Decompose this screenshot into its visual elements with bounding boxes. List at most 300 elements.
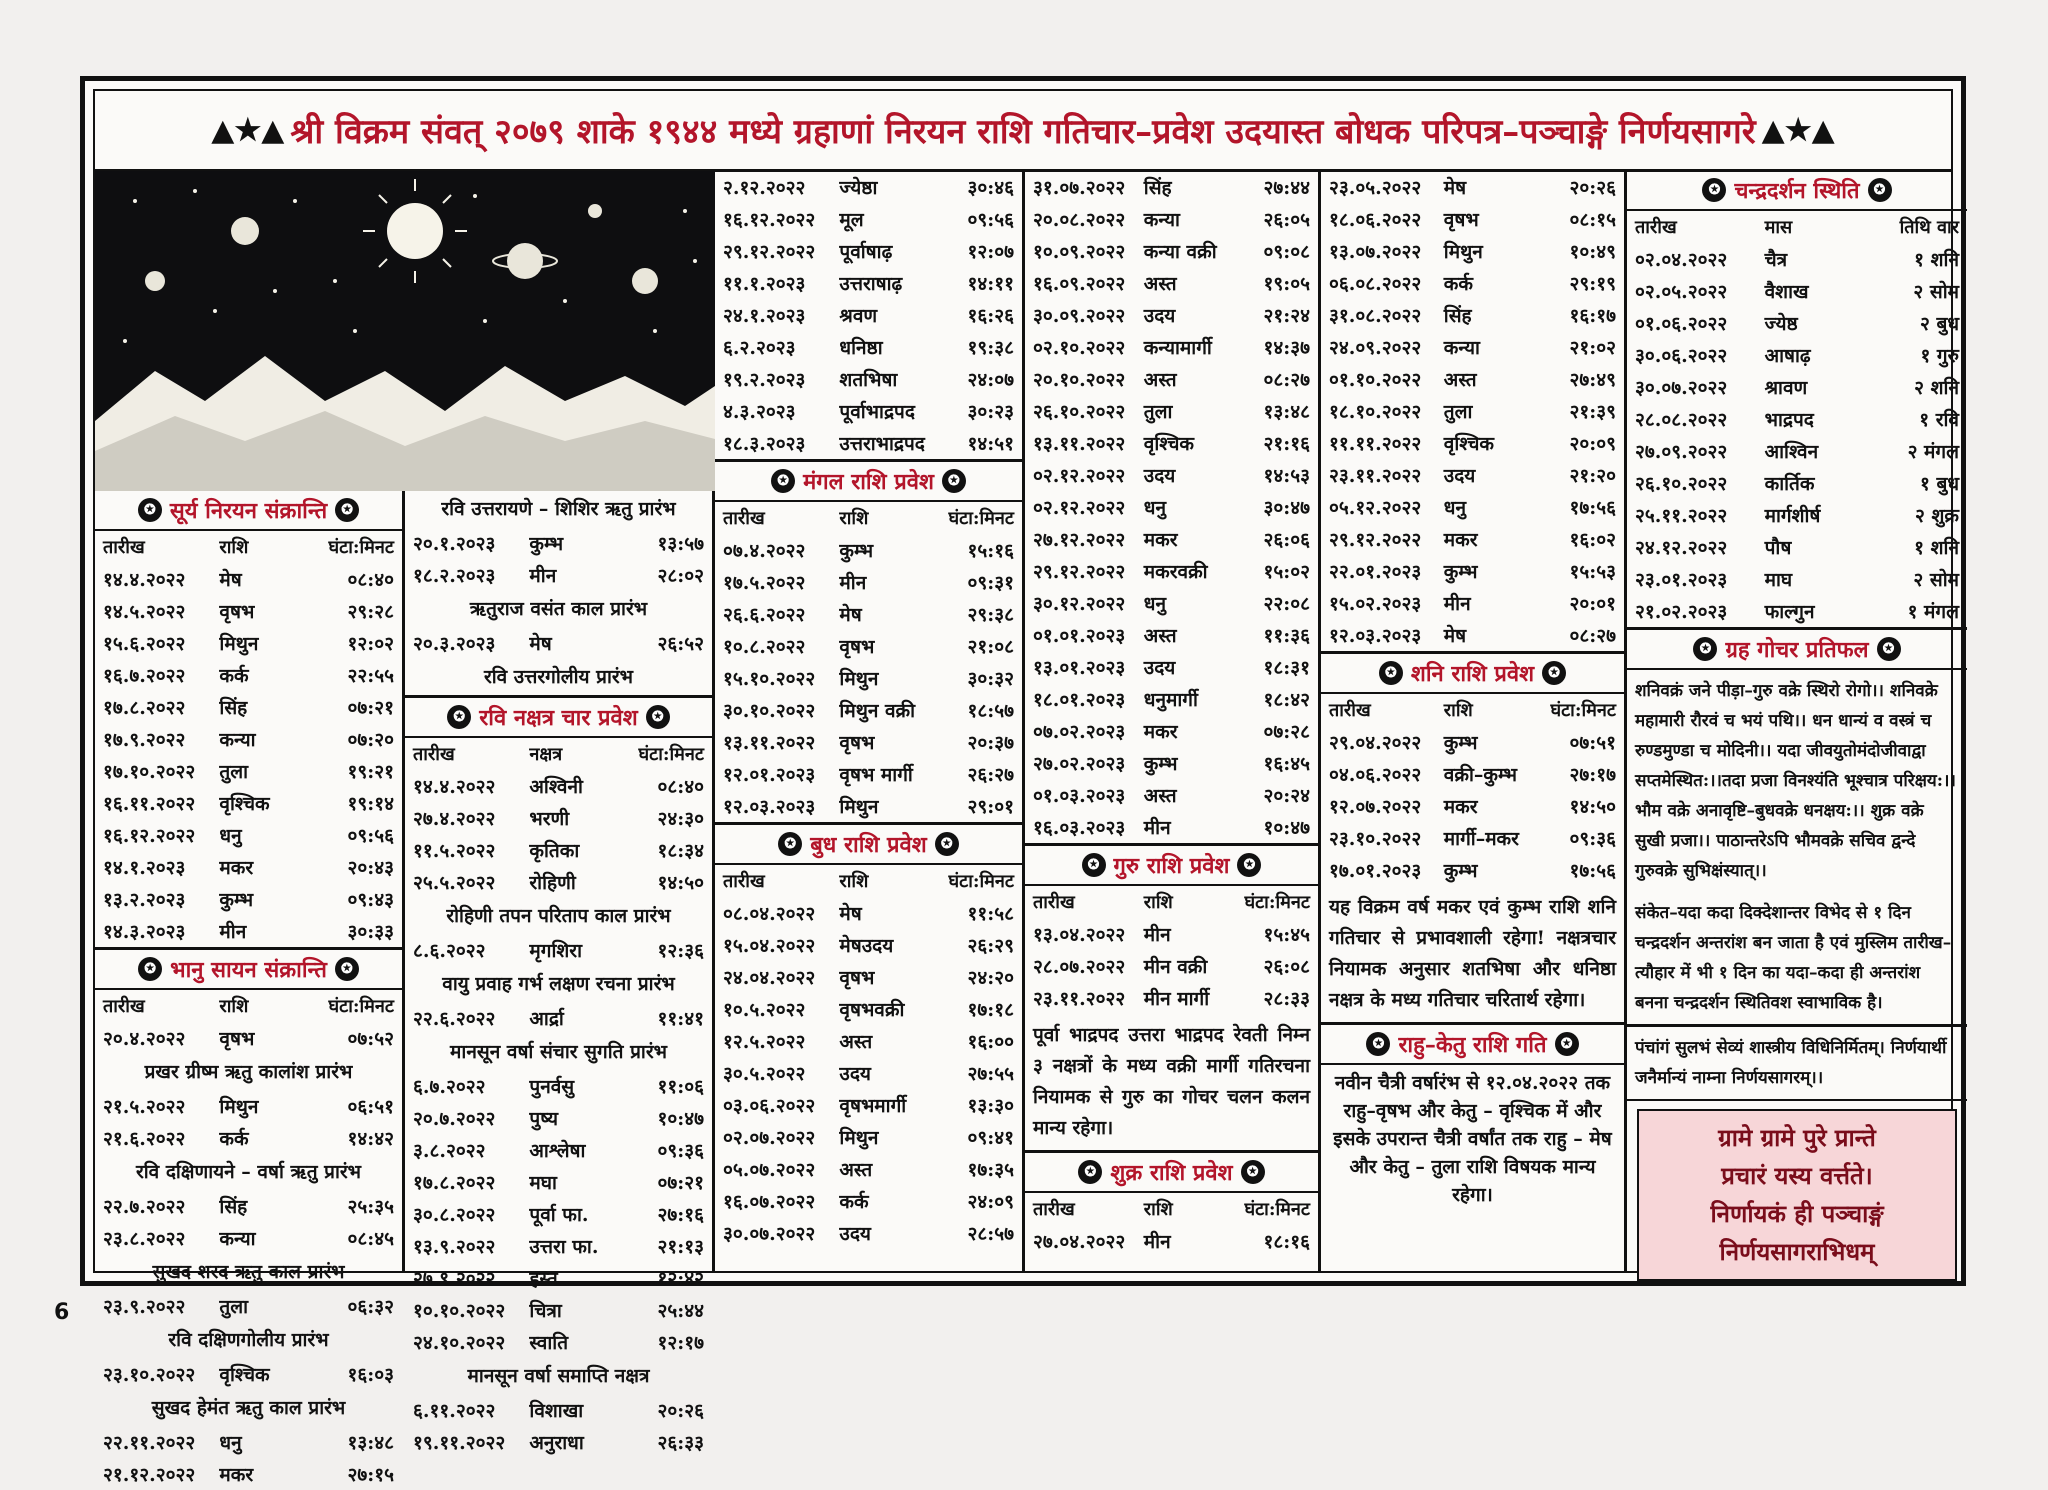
- graha-note: संकेत–यदा कदा दिक्देशान्तर विभेद से १ दिन चन्द्रदर्शन अन्तरांश बन जाता है एवं मुस्लिम तारीख–त्यौहार में भी १ दिन का यदा–कदा ही अन्तरांश बनना चन्द्रदर्शन स्थितिवश स्वाभाविक है।: [1635, 903, 1952, 1013]
- row-value: कन्या वक्री: [1143, 241, 1217, 263]
- row-time: २५:३५: [347, 1196, 394, 1218]
- row-value: उत्तराभाद्रपद: [839, 433, 925, 455]
- graha-header: [1627, 630, 1967, 670]
- table-row: [1627, 307, 1967, 339]
- col-date: तारीख: [1329, 700, 1371, 721]
- row-value: मीन: [839, 572, 867, 594]
- title-right-marks: ▲★▲: [1761, 112, 1835, 148]
- table-row: [1025, 363, 1318, 395]
- table-row: [405, 834, 712, 866]
- row-value: कुम्भ: [1443, 561, 1478, 583]
- row-value: वृषभ: [1443, 209, 1479, 231]
- row-date: १८.०६.२०२२: [1329, 209, 1422, 231]
- row-date: २४.०४.२०२२: [723, 967, 816, 989]
- rahu-header: [1321, 1025, 1624, 1065]
- row-value: सिंह: [1143, 177, 1172, 199]
- table-row: [1321, 822, 1624, 854]
- row-date: १४.४.२०२२: [413, 776, 496, 798]
- row-date: २.१२.२०२२: [723, 177, 806, 199]
- table-row: [1321, 331, 1624, 363]
- row-value: उदय: [839, 1223, 871, 1245]
- row-value: मार्गशीर्ष: [1764, 505, 1821, 527]
- row-value: उदय: [1143, 305, 1176, 327]
- table-row: [715, 171, 1022, 203]
- table-row: [1627, 531, 1967, 563]
- pink-line-1: ग्रामे ग्रामे पुरे प्रान्ते: [1718, 1123, 1876, 1152]
- row-time: ०७:२१: [657, 1172, 704, 1194]
- rahu-note: नवीन चैत्री वर्षारंभ से १२.०४.२०२२ तक राहु–वृषभ और केतु – वृश्चिक में और इसके उपरान्त चैत्री वर्षांत तक राहु – मेष और केतु – तुला राशि विषयक मान्य रहेगा।: [1333, 1072, 1612, 1206]
- row-value: कर्क: [219, 1128, 249, 1150]
- table-row: [1025, 331, 1318, 363]
- row-value: मकर: [219, 857, 254, 879]
- row-date: ०१.०३.२०२३: [1033, 785, 1126, 807]
- table-row: [405, 1426, 712, 1458]
- col-date: तारीख: [723, 871, 765, 892]
- row-value: तुला: [219, 1296, 249, 1318]
- table-row: [1321, 619, 1624, 651]
- star-icon: ✪: [1078, 1160, 1102, 1184]
- star-icon: ✪: [1082, 853, 1106, 877]
- row-value: मीन: [1143, 1231, 1171, 1253]
- row-note: रवि उत्तरायणे – शिशिर ऋतु प्रारंभ: [441, 498, 676, 520]
- row-date: ०६.०८.२०२२: [1329, 273, 1422, 295]
- row-time: २८:०२: [657, 565, 704, 587]
- table-row: [715, 790, 1022, 822]
- table-row: [405, 1070, 712, 1102]
- row-time: १ शनि: [1914, 249, 1959, 271]
- row-note: ऋतुराज वसंत काल प्रारंभ: [469, 598, 648, 620]
- row-value: भाद्रपद: [1764, 409, 1814, 431]
- table-row: [1025, 1225, 1318, 1257]
- row-value: कन्या: [219, 729, 256, 751]
- budh-table-header: [715, 865, 1022, 897]
- star-icon: ✪: [1702, 178, 1726, 202]
- row-date: २१.१२.२०२२: [103, 1464, 196, 1486]
- table-row: [95, 659, 402, 691]
- row-value: वैशाख: [1764, 281, 1809, 303]
- table-row: [715, 897, 1022, 929]
- row-date: २७.०४.२०२२: [1033, 1231, 1126, 1253]
- row-time: ११:०६: [657, 1076, 704, 1098]
- row-time: १९:३८: [967, 337, 1014, 359]
- row-date: १६.१२.२०२२: [103, 825, 196, 847]
- table-row: [95, 851, 402, 883]
- table-row: [1025, 299, 1318, 331]
- row-date: १३.११.२०२२: [723, 732, 816, 754]
- row-time: ३०:३२: [967, 668, 1014, 690]
- table-row: [1627, 435, 1967, 467]
- col-rashi: राशि: [1443, 700, 1473, 721]
- table-row: [1025, 982, 1318, 1014]
- shukra-table-header: [1025, 1193, 1318, 1225]
- row-time: १२:१७: [657, 1332, 704, 1354]
- row-time: २२:५५: [347, 665, 394, 687]
- row-value: ज्येष्ठ: [1764, 313, 1798, 335]
- table-row: [95, 595, 402, 627]
- row-value: कुम्भ: [529, 533, 564, 555]
- row-time: ०९:४३: [347, 889, 394, 911]
- table-row: [715, 235, 1022, 267]
- bhanu-table-header: [95, 990, 402, 1022]
- shukra-continued: [1321, 171, 1624, 654]
- column-mangal-budh: [715, 171, 1025, 1271]
- row-date: १३.११.२०२२: [1033, 433, 1126, 455]
- row-value: वृषभ: [219, 1028, 255, 1050]
- row-date: १५.०४.२०२२: [723, 935, 816, 957]
- shani-header: [1321, 654, 1624, 694]
- row-value: कर्क: [839, 1191, 869, 1213]
- table-row: [715, 331, 1022, 363]
- row-date: १३.०१.२०२३: [1033, 657, 1126, 679]
- row-value: माघ: [1764, 569, 1793, 591]
- row-note: रवि दक्षिणगोलीय प्रारंभ: [168, 1329, 329, 1351]
- table-row: [1627, 595, 1967, 627]
- row-time: १३:४८: [1263, 401, 1310, 423]
- table-row: [95, 1426, 402, 1458]
- table-row: [1627, 243, 1967, 275]
- row-value: तुला: [1143, 401, 1173, 423]
- chandra-section: [1627, 171, 1967, 630]
- row-value: अस्त: [839, 1159, 873, 1181]
- row-time: १६:०३: [347, 1364, 394, 1386]
- row-time: ०९:५६: [347, 825, 394, 847]
- table-row: [1627, 563, 1967, 595]
- row-value: श्रवण: [839, 305, 878, 327]
- table-row: [1321, 555, 1624, 587]
- row-time: २६:३३: [657, 1432, 704, 1454]
- row-date: ११.५.२०२२: [413, 840, 496, 862]
- row-time: २०:२६: [1569, 177, 1616, 199]
- row-date: २६.६.२०२२: [723, 604, 806, 626]
- row-value: श्रावण: [1764, 377, 1808, 399]
- row-value: पूर्वाषाढ़: [839, 241, 893, 263]
- table-row: [405, 802, 712, 834]
- row-value: मिथुन: [1443, 241, 1483, 263]
- row-value: पूर्वा फा.: [529, 1204, 589, 1226]
- row-time: २६:२९: [967, 935, 1014, 957]
- star-icon: ✪: [335, 957, 359, 981]
- row-date: ०२.०५.२०२२: [1635, 281, 1728, 303]
- table-row: [715, 395, 1022, 427]
- row-date: २५.५.२०२२: [413, 872, 496, 894]
- row-time: २०:२४: [1263, 785, 1310, 807]
- table-row: [1321, 459, 1624, 491]
- row-date: २४.१२.२०२२: [1635, 537, 1728, 559]
- shukra-section: [1025, 1153, 1318, 1257]
- table-row: [405, 1326, 712, 1358]
- guru-header: [1025, 846, 1318, 886]
- table-row: [405, 1002, 712, 1034]
- row-date: १०.१०.२०२२: [413, 1300, 506, 1322]
- table-row: [715, 1089, 1022, 1121]
- row-time: २ शनि: [1914, 377, 1959, 399]
- row-time: २ सोम: [1913, 281, 1959, 303]
- table-row: [715, 726, 1022, 758]
- row-value: शतभिषा: [839, 369, 898, 391]
- row-value: अनुराधा: [529, 1432, 584, 1454]
- row-time: १८:३१: [1263, 657, 1310, 679]
- budh-rows: [715, 897, 1022, 1249]
- chandra-table-header: [1627, 211, 1967, 243]
- page-number: 6: [54, 1300, 70, 1325]
- col-date: तारीख: [1033, 892, 1075, 913]
- star-icon: ✪: [1379, 661, 1403, 685]
- col-nakshatra: नक्षत्र: [529, 744, 563, 765]
- row-time: १४:५१: [967, 433, 1014, 455]
- nakshatra-table-header: [405, 738, 712, 770]
- row-value: अस्त: [1143, 785, 1177, 807]
- row-time: १७:१८: [967, 999, 1014, 1021]
- row-time: ११:३६: [1263, 625, 1310, 647]
- col-time: घंटा:मिनट: [1550, 700, 1616, 721]
- col-rashi: राशि: [1143, 892, 1173, 913]
- row-time: १६:२६: [967, 305, 1014, 327]
- table-row: [715, 566, 1022, 598]
- row-value: विशाखा: [529, 1400, 584, 1422]
- rahu-section: [1321, 1025, 1624, 1213]
- mangal-rows: [715, 534, 1022, 822]
- row-value: आर्द्रा: [529, 1008, 564, 1030]
- row-date: ८.६.२०२२: [413, 940, 486, 962]
- star-icon: ✪: [778, 832, 802, 856]
- col-rashi: राशि: [839, 508, 869, 529]
- row-date: १७.९.२०२२: [103, 729, 186, 751]
- budh-continued: [1025, 171, 1318, 846]
- row-date: ३०.८.२०२२: [413, 1204, 496, 1226]
- surya-header: [95, 491, 402, 531]
- chandra-header: [1627, 171, 1967, 211]
- row-value: कुम्भ: [1143, 753, 1178, 775]
- row-time: २४:३०: [657, 808, 704, 830]
- row-time: ३०:२३: [967, 401, 1014, 423]
- col-rashi: राशि: [219, 996, 249, 1017]
- table-row: [1025, 203, 1318, 235]
- table-row: [1025, 555, 1318, 587]
- row-time: ०६:५१: [347, 1096, 394, 1118]
- title-left-marks: ▲★▲: [211, 112, 285, 148]
- row-time: ०८:२७: [1263, 369, 1310, 391]
- row-time: १२:०७: [967, 241, 1014, 263]
- row-time: २६:२७: [967, 764, 1014, 786]
- row-date: २७.९.२०२२: [413, 1268, 496, 1290]
- budh-header: [715, 825, 1022, 865]
- table-row: [1025, 587, 1318, 619]
- row-value: सिंह: [219, 1196, 248, 1218]
- row-date: २६.१०.२०२२: [1033, 401, 1126, 423]
- nakshatra-section: [405, 698, 712, 1458]
- row-time: १२:४२: [657, 1268, 704, 1290]
- row-value: कन्या: [1443, 337, 1480, 359]
- row-value: उत्तराषाढ़: [839, 273, 903, 295]
- row-date: ३०.१०.२०२२: [723, 700, 816, 722]
- table-row: [1321, 854, 1624, 886]
- row-note: प्रखर ग्रीष्म ऋतु कालांश प्रारंभ: [144, 1061, 353, 1083]
- row-date: २१.६.२०२२: [103, 1128, 186, 1150]
- row-time: १९:२१: [347, 761, 394, 783]
- row-value: कुम्भ: [219, 889, 254, 911]
- col-rashi: राशि: [219, 537, 249, 558]
- row-time: ०९:३६: [657, 1140, 704, 1162]
- row-note: वायु प्रवाह गर्भ लक्षण रचना प्रारंभ: [442, 973, 675, 995]
- row-value: रोहिणी: [529, 872, 576, 894]
- row-value: मीन मार्गी: [1143, 988, 1210, 1010]
- row-date: ३०.०७.२०२२: [1635, 377, 1728, 399]
- row-date: ०१.०६.२०२२: [1635, 313, 1728, 335]
- row-time: १०:४९: [1569, 241, 1616, 263]
- row-date: २३.१०.२०२२: [1329, 828, 1422, 850]
- row-value: मेष: [839, 604, 862, 626]
- row-date: २९.०४.२०२२: [1329, 732, 1422, 754]
- table-row: [1627, 499, 1967, 531]
- sky-drawing: [95, 171, 715, 491]
- col-month: मास: [1764, 217, 1793, 238]
- row-value: वृश्चिक: [1143, 433, 1195, 455]
- bhanu-rows: [95, 1022, 402, 1490]
- table-row: [715, 694, 1022, 726]
- table-row: [95, 691, 402, 723]
- table-row: [1025, 491, 1318, 523]
- row-date: १३.०४.२०२२: [1033, 924, 1126, 946]
- row-time: १५:५३: [1569, 561, 1616, 583]
- table-row: [715, 534, 1022, 566]
- row-time: २६:५२: [657, 633, 704, 655]
- row-value: मेष: [839, 903, 862, 925]
- table-row: [1025, 747, 1318, 779]
- row-time: ०९:५६: [967, 209, 1014, 231]
- row-date: ०१.०१.२०२३: [1033, 625, 1126, 647]
- col-rashi: राशि: [839, 871, 869, 892]
- row-note: सुखद शरद ऋतु काल प्रारंभ: [152, 1261, 345, 1283]
- table-row: [715, 758, 1022, 790]
- table-row: [1321, 491, 1624, 523]
- star-icon: ✪: [447, 705, 471, 729]
- mangal-title: मंगल राशि प्रवेश: [803, 469, 934, 495]
- table-row: [1321, 523, 1624, 555]
- column-budh-guru: [1025, 171, 1321, 1271]
- table-row: [1627, 403, 1967, 435]
- table-row: [1025, 950, 1318, 982]
- row-date: ४.३.२०२३: [723, 401, 796, 423]
- row-value: धनु: [1143, 497, 1167, 519]
- row-time: २१:२४: [1263, 305, 1310, 327]
- row-date: २४.१.२०२३: [723, 305, 806, 327]
- row-value: मेष: [529, 633, 552, 655]
- row-value: अस्त: [1143, 369, 1177, 391]
- row-value: चैत्र: [1764, 249, 1788, 271]
- nakshatra-header: [405, 698, 712, 738]
- row-value: कन्या: [1143, 209, 1180, 231]
- row-date: १३.९.२०२२: [413, 1236, 496, 1258]
- col-date: तारीख: [413, 744, 455, 765]
- row-note: सुखद हेमंत ऋतु काल प्रारंभ: [151, 1397, 346, 1419]
- table-row: [715, 598, 1022, 630]
- row-value: अस्त: [839, 1031, 873, 1053]
- row-value: आश्विन: [1764, 441, 1819, 463]
- budh-section: [715, 825, 1022, 1249]
- row-time: १४:५३: [1263, 465, 1310, 487]
- row-time: १४:५०: [1569, 796, 1616, 818]
- row-time: २ सोम: [1913, 569, 1959, 591]
- row-time: २९:२८: [347, 601, 394, 623]
- row-value: पुनर्वसु: [529, 1076, 575, 1098]
- col-time: घंटा:मिनट: [948, 508, 1014, 529]
- row-time: १ बुध: [1919, 473, 1959, 495]
- table-row: [1025, 523, 1318, 555]
- row-date: १२.०३.२०२३: [1329, 625, 1422, 647]
- row-value: मकर: [1143, 721, 1178, 743]
- row-date: ३०.५.२०२२: [723, 1063, 806, 1085]
- col-date: तारीख: [103, 537, 145, 558]
- row-value: मृगशिरा: [529, 940, 582, 962]
- row-date: १६.७.२०२२: [103, 665, 186, 687]
- row-value: भरणी: [529, 808, 570, 830]
- row-value: उदय: [839, 1063, 871, 1085]
- column-surya-bhanu: [95, 491, 405, 1486]
- table-row: [715, 363, 1022, 395]
- row-value: मीन: [529, 565, 557, 587]
- row-value: अस्त: [1443, 369, 1477, 391]
- row-time: १८:१६: [1263, 1231, 1310, 1253]
- row-time: २७:४४: [1263, 177, 1310, 199]
- row-time: २५:४४: [657, 1300, 704, 1322]
- table-row: [715, 267, 1022, 299]
- col-time: घंटा:मिनट: [328, 996, 394, 1017]
- row-time: २९:३८: [967, 604, 1014, 626]
- row-time: १४:११: [967, 273, 1014, 295]
- table-row: [715, 1121, 1022, 1153]
- row-time: १५:४५: [1263, 924, 1310, 946]
- row-date: ०७.४.२०२२: [723, 540, 806, 562]
- row-time: २१:३९: [1569, 401, 1616, 423]
- row-date: १६.०३.२०२३: [1033, 817, 1126, 839]
- row-date: ०२.१०.२०२२: [1033, 337, 1126, 359]
- row-time: २६:०६: [1263, 529, 1310, 551]
- table-row: [1321, 363, 1624, 395]
- row-value: अश्विनी: [529, 776, 583, 798]
- col-date: तारीख: [103, 996, 145, 1017]
- row-date: ०२.०४.२०२२: [1635, 249, 1728, 271]
- row-value: मिथुन: [839, 668, 879, 690]
- row-date: २१.०२.२०२३: [1635, 601, 1728, 623]
- col-time: घंटा:मिनट: [638, 744, 704, 765]
- row-value: पुष्य: [529, 1108, 558, 1130]
- table-row: [715, 1185, 1022, 1217]
- table-row: [1025, 683, 1318, 715]
- table-row: [715, 299, 1022, 331]
- row-time: १३:५७: [657, 533, 704, 555]
- table-row: [95, 1290, 402, 1322]
- table-row: [1321, 758, 1624, 790]
- row-time: २०:२६: [657, 1400, 704, 1422]
- shani-table-header: [1321, 694, 1624, 726]
- graha-tagline: पंचांगं सुलभं सेव्यं शास्त्रीय विधिनिर्मितम्। निर्णयार्थी जनैर्मान्यं नाम्ना निर्णयसागरम्।।: [1627, 1027, 1967, 1101]
- row-date: १४.४.२०२२: [103, 569, 186, 591]
- table-row: [1321, 395, 1624, 427]
- row-date: ०२.१२.२०२२: [1033, 465, 1126, 487]
- surya-section: [95, 491, 402, 950]
- celestial-illustration: [95, 171, 715, 491]
- table-row: [1025, 779, 1318, 811]
- row-time: १६:१७: [1569, 305, 1616, 327]
- table-row: [1025, 651, 1318, 683]
- row-time: ०७:२१: [347, 697, 394, 719]
- star-icon: ✪: [335, 498, 359, 522]
- row-time: २०:३७: [967, 732, 1014, 754]
- row-value: वृश्चिक: [219, 793, 270, 815]
- shani-note: यह विक्रम वर्ष मकर एवं कुम्भ राशि शनि गतिचार से प्रभावशाली रहेगा! नक्षत्रचार नियामक अनुसार शतभिषा और धनिष्ठा नक्षत्र के मध्य गतिचार चरितार्थ रहेगा।: [1329, 896, 1616, 1011]
- table-row: [1321, 171, 1624, 203]
- row-date: १८.१०.२०२२: [1329, 401, 1422, 423]
